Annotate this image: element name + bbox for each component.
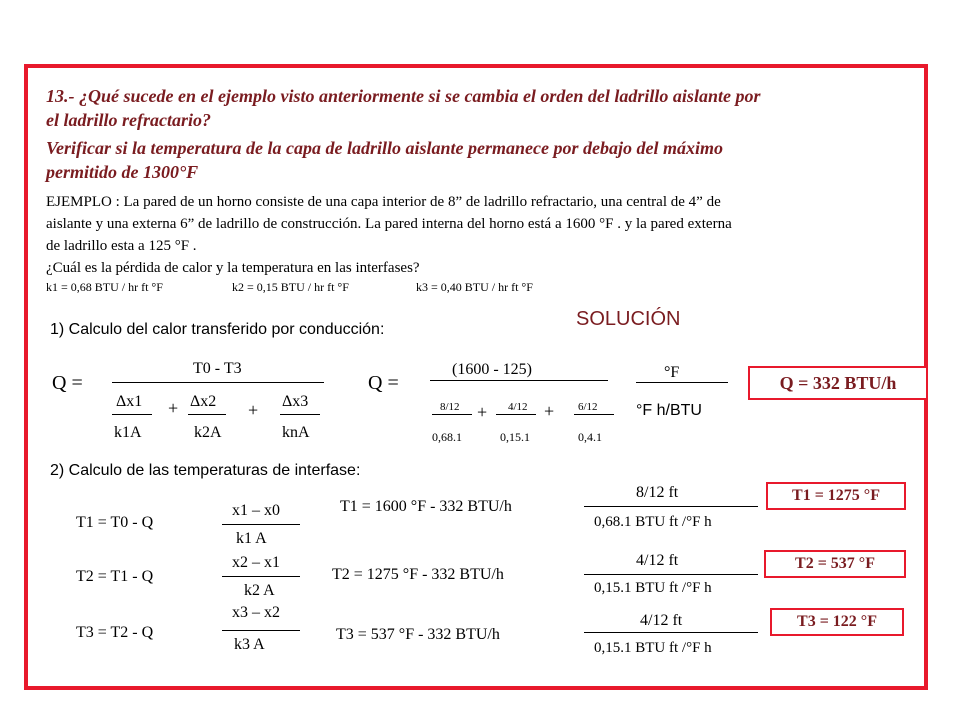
question-line-2: el ladrillo refractario? [46, 110, 211, 130]
qn-term2-num: 4/12 [508, 401, 528, 413]
t3-frac-bar [222, 630, 300, 631]
t2-bar [584, 574, 758, 575]
qn-term3-num: 6/12 [578, 401, 598, 413]
t1-result-box [766, 482, 906, 510]
example-line-2: aislante y una externa 6” de ladrillo de construcción. La pared interna del horno está a 1600 °F . y la pared externa [46, 216, 732, 232]
k1-value: k1 = 0,68 BTU / hr ft °F [46, 280, 163, 294]
unit-denominator: °F h/BTU [636, 402, 702, 419]
t2-calc: T2 = 1275 °F - 332 BTU/h [332, 566, 504, 583]
dx1-label: Δx1 [116, 393, 143, 410]
qn-plus-2: + [544, 401, 555, 421]
q-result-box [748, 366, 928, 400]
verify-line-2: permitido de 1300°F [46, 162, 199, 182]
step1-heading: 1) Calculo del calor transferido por conducción: [50, 321, 385, 338]
qn-term1-num: 8/12 [440, 401, 460, 413]
kna-label: knA [282, 424, 310, 441]
k2-value: k2 = 0,15 BTU / hr ft °F [232, 280, 349, 294]
qn-numerator: (1600 - 125) [452, 361, 532, 378]
t1-num: 8/12 ft [636, 484, 679, 501]
question-line-1: 13.- ¿Qué sucede en el ejemplo visto anteriormente si se cambia el orden del ladrillo aislante por [46, 86, 761, 106]
t3-frac-num: x3 – x2 [232, 604, 280, 621]
t3-num: 4/12 ft [640, 612, 683, 629]
t1-result: T1 = 1275 °F [792, 487, 880, 504]
t2-frac-den: k2 A [244, 582, 275, 599]
q-lhs: Q = [52, 372, 83, 394]
dx2-label: Δx2 [190, 393, 217, 410]
t3-result: T3 = 122 °F [797, 613, 877, 630]
qn-lhs: Q = [368, 372, 399, 394]
t1-frac-num: x1 – x0 [232, 502, 280, 519]
qn-term3-den: 0,4.1 [578, 430, 602, 444]
k1a-label: k1A [114, 424, 142, 441]
t3-formula-lhs: T3 = T2 - Q [76, 624, 154, 641]
plus-sign-1: + [168, 398, 179, 418]
qn-plus-1: + [477, 402, 488, 422]
dx3-bar [280, 414, 320, 415]
t2-num: 4/12 ft [636, 552, 679, 569]
example-line-1: EJEMPLO : La pared de un horno consiste de una capa interior de 8” de ladrillo refractario, una central de 4” de [46, 194, 721, 210]
t2-formula-lhs: T2 = T1 - Q [76, 568, 154, 585]
qn-term2-den: 0,15.1 [500, 430, 530, 444]
t1-calc: T1 = 1600 °F - 332 BTU/h [340, 498, 512, 515]
t1-den: 0,68.1 BTU ft /°F h [594, 514, 712, 530]
example-line-3: de ladrillo esta a 125 °F . [46, 238, 197, 254]
dx3-label: Δx3 [282, 393, 309, 410]
t2-frac-num: x2 – x1 [232, 554, 280, 571]
t1-frac-bar [222, 524, 300, 525]
qn-term1-den: 0,68.1 [432, 430, 462, 444]
q-result: Q = 332 BTU/h [779, 372, 897, 393]
t3-den: 0,15.1 BTU ft /°F h [594, 640, 712, 656]
dx1-bar [112, 414, 152, 415]
qn-term3-bar [574, 414, 614, 415]
unit-numerator: °F [664, 364, 680, 381]
plus-sign-2: + [248, 400, 259, 420]
verify-line-1: Verificar si la temperatura de la capa de ladrillo aislante permanece por debajo del máximo [46, 138, 723, 158]
t1-frac-den: k1 A [236, 530, 267, 547]
t2-result: T2 = 537 °F [795, 555, 875, 572]
q-numerator: T0 - T3 [193, 360, 242, 377]
k2a-label: k2A [194, 424, 222, 441]
t1-bar [584, 506, 758, 507]
step2-heading: 2) Calculo de las temperaturas de interfase: [50, 462, 361, 479]
q-fraction-bar [112, 382, 324, 383]
t2-frac-bar [222, 576, 300, 577]
example-question: ¿Cuál es la pérdida de calor y la temperatura en las interfases? [46, 260, 420, 276]
t3-result-box [770, 608, 904, 636]
qn-term2-bar [496, 414, 536, 415]
t1-formula-lhs: T1 = T0 - Q [76, 514, 154, 531]
dx2-bar [188, 414, 226, 415]
t3-frac-den: k3 A [234, 636, 265, 653]
t3-bar [584, 632, 758, 633]
t3-calc: T3 = 537 °F - 332 BTU/h [336, 626, 500, 643]
t2-den: 0,15.1 BTU ft /°F h [594, 580, 712, 596]
qn-fraction-bar [430, 380, 608, 381]
t2-result-box [764, 550, 906, 578]
solution-title: SOLUCIÓN [576, 308, 681, 330]
qn-term1-bar [432, 414, 472, 415]
k3-value: k3 = 0,40 BTU / hr ft °F [416, 280, 533, 294]
unit-fraction-bar [636, 382, 728, 383]
